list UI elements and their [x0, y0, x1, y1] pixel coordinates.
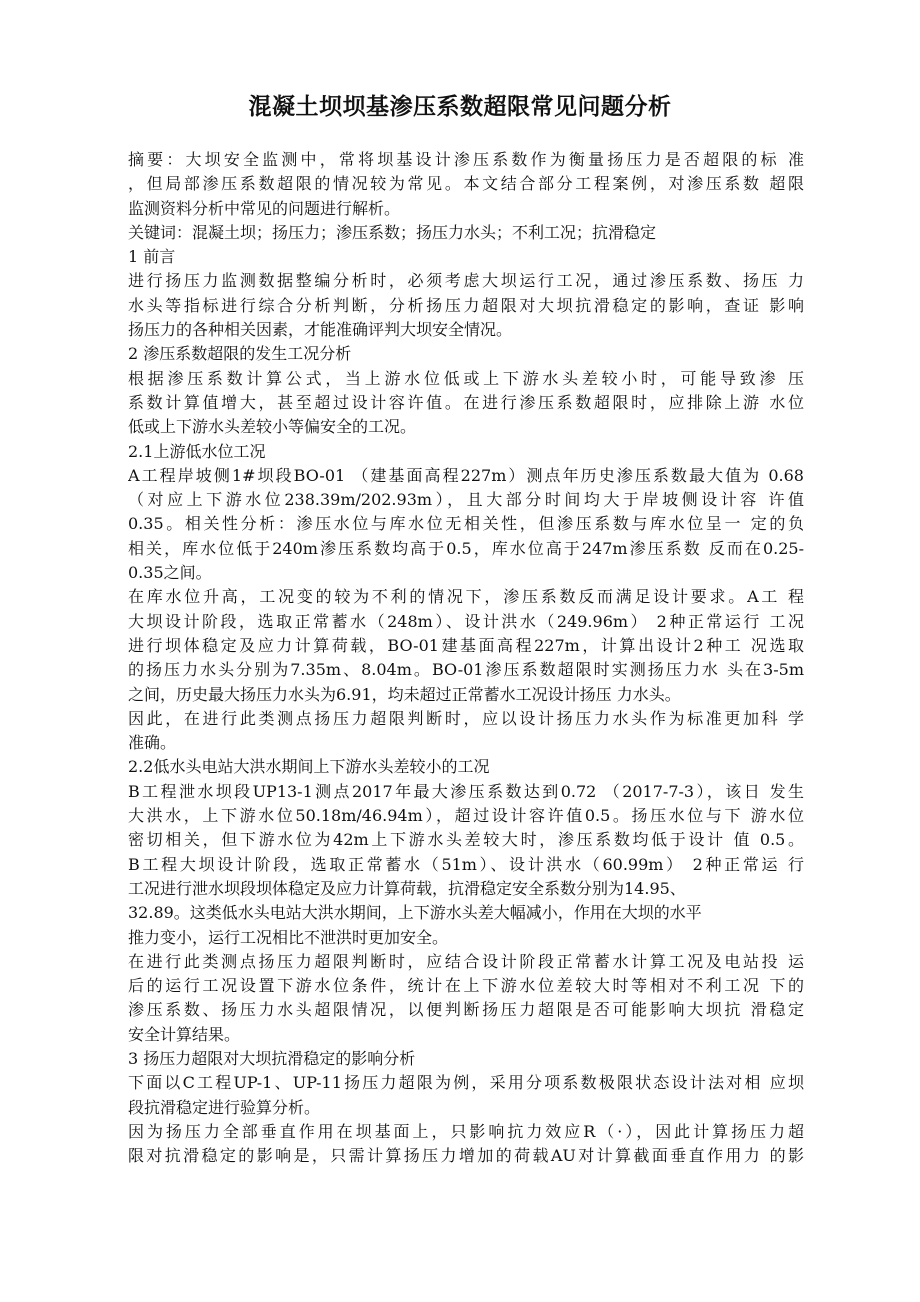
- text-line: 限对抗滑稳定的影响是，只需计算扬压力增加的荷载AU对计算截面垂直作用力 的影: [128, 1146, 804, 1166]
- text-line: 安全计算结果。: [128, 1024, 241, 1044]
- text-line: 大洪水，上下游水位50.18m/46.94m），超过设计容许值0.5。扬压水位与下 游水位: [128, 806, 804, 826]
- text-line: 2.2低水头电站大洪水期间上下游水头差较小的工况: [128, 757, 490, 777]
- text-line: 大坝设计阶段，选取正常蓄水（248m）、设计洪水（249.96m） 2种正常运行 工况: [128, 611, 804, 631]
- document-body: [128, 148, 804, 1168]
- text-line: 在库水位升高，工况变的较为不利的情况下，渗压系数反而满足设计要求。A工 程: [128, 587, 804, 607]
- document-title: 混凝土坝坝基渗压系数超限常见问题分析: [248, 93, 672, 120]
- text-line: A工程岸坡侧1#坝段BO-01 （建基面高程227m）测点年历史渗压系数最大值为 0.68: [128, 465, 804, 485]
- text-line: 3 扬压力超限对大坝抗滑稳定的影响分析: [128, 1048, 416, 1068]
- text-line: 相关，库水位低于240m渗压系数均高于0.5，库水位高于247m渗压系数 反而在0.25-: [128, 538, 804, 558]
- text-line: B工程泄水坝段UP13-1测点2017年最大渗压系数达到0.72 （2017-7-3），该日 发生: [128, 781, 804, 801]
- text-line: 工况进行泄水坝段坝体稳定及应力计算荷载，抗滑稳定安全系数分别为14.95、: [128, 878, 686, 898]
- text-line: 后的运行工况设置下游水位条件，统计在上下游水位差较大时等相对不利工况 下的: [128, 976, 804, 996]
- text-line: 在进行此类测点扬压力超限判断时，应结合设计阶段正常蓄水计算工况及电站投 运: [128, 951, 804, 971]
- text-line: 0.35。相关性分析：渗压水位与库水位无相关性，但渗压系数与库水位呈一 定的负: [128, 514, 804, 534]
- text-line: 密切相关，但下游水位为42m上下游水头差较大时，渗压系数均低于设计 值 0.5。: [128, 830, 804, 850]
- text-line: 系数计算值增大，甚至超过设计容许值。在进行渗压系数超限时，应排除上游 水位: [128, 392, 804, 412]
- text-line: 摘要：大坝安全监测中，常将坝基设计渗压系数作为衡量扬压力是否超限的标 准: [128, 150, 804, 169]
- text-line: 根据渗压系数计算公式，当上游水位低或上下游水头差较小时，可能导致渗 压: [128, 368, 804, 388]
- text-line: 段抗滑稳定进行验算分析。: [128, 1097, 321, 1117]
- text-line: 1 前言: [128, 247, 176, 267]
- text-line: 因为扬压力全部垂直作用在坝基面上，只影响抗力效应R（·），因此计算扬压力超: [128, 1121, 804, 1141]
- text-line: 准确。: [128, 733, 177, 753]
- text-line: 进行扬压力监测数据整编分析时，必须考虑大坝运行工况，通过渗压系数、扬压 力: [128, 271, 804, 291]
- text-line: 进行坝体稳定及应力计算荷载，BO-01建基面高程227m，计算出设计2种工 况选取: [128, 635, 804, 655]
- text-line: （对应上下游水位238.39m/202.93m），且大部分时间均大于岸坡侧设计容 许值: [128, 490, 804, 510]
- text-line: 水头等指标进行综合分析判断，分析扬压力超限对大坝抗滑稳定的影响，查证 影响: [128, 295, 804, 315]
- text-line: ，但局部渗压系数超限的情况较为常见。本文结合部分工程案例，对渗压系数 超限: [128, 174, 804, 194]
- text-line: 监测资料分析中常见的问题进行解析。: [128, 198, 401, 218]
- text-line: 推力变小，运行工况相比不泄洪时更加安全。: [128, 927, 449, 947]
- text-line: 2 渗压系数超限的发生工况分析: [128, 344, 352, 364]
- text-line: 下面以C工程UP-1、UP-11扬压力超限为例，采用分项系数极限状态设计法对相 应坝: [128, 1073, 804, 1093]
- text-line: B工程大坝设计阶段，选取正常蓄水（51m）、设计洪水（60.99m） 2种正常运 行: [128, 854, 804, 874]
- text-line: 之间，历史最大扬压力水头为6.91，均未超过正常蓄水工况设计扬压 力水头。: [128, 684, 681, 704]
- text-line: 的扬压力水头分别为7.35m、8.04m。BO-01渗压系数超限时实测扬压力水 头在3-5m: [128, 660, 804, 680]
- text-line: 因此，在进行此类测点扬压力超限判断时，应以设计扬压力水头作为标准更加科 学: [128, 708, 804, 728]
- text-line: 2.1上游低水位工况: [128, 441, 266, 461]
- text-line: 0.35之间。: [128, 563, 212, 583]
- text-line: 关键词：混凝土坝；扬压力；渗压系数；扬压力水头；不利工况；抗滑稳定: [128, 222, 657, 242]
- text-line: 渗压系数、扬压力水头超限情况，以便判断扬压力超限是否可能影响大坝抗 滑稳定: [128, 1000, 804, 1020]
- text-line: 低或上下游水头差较小等偏安全的工况。: [128, 417, 417, 437]
- text-line: 32.89。这类低水头电站大洪水期间，上下游水头差大幅减小，作用在大坝的水平: [128, 903, 702, 923]
- text-line: 扬压力的各种相关因素，才能准确评判大坝安全情况。: [128, 320, 513, 340]
